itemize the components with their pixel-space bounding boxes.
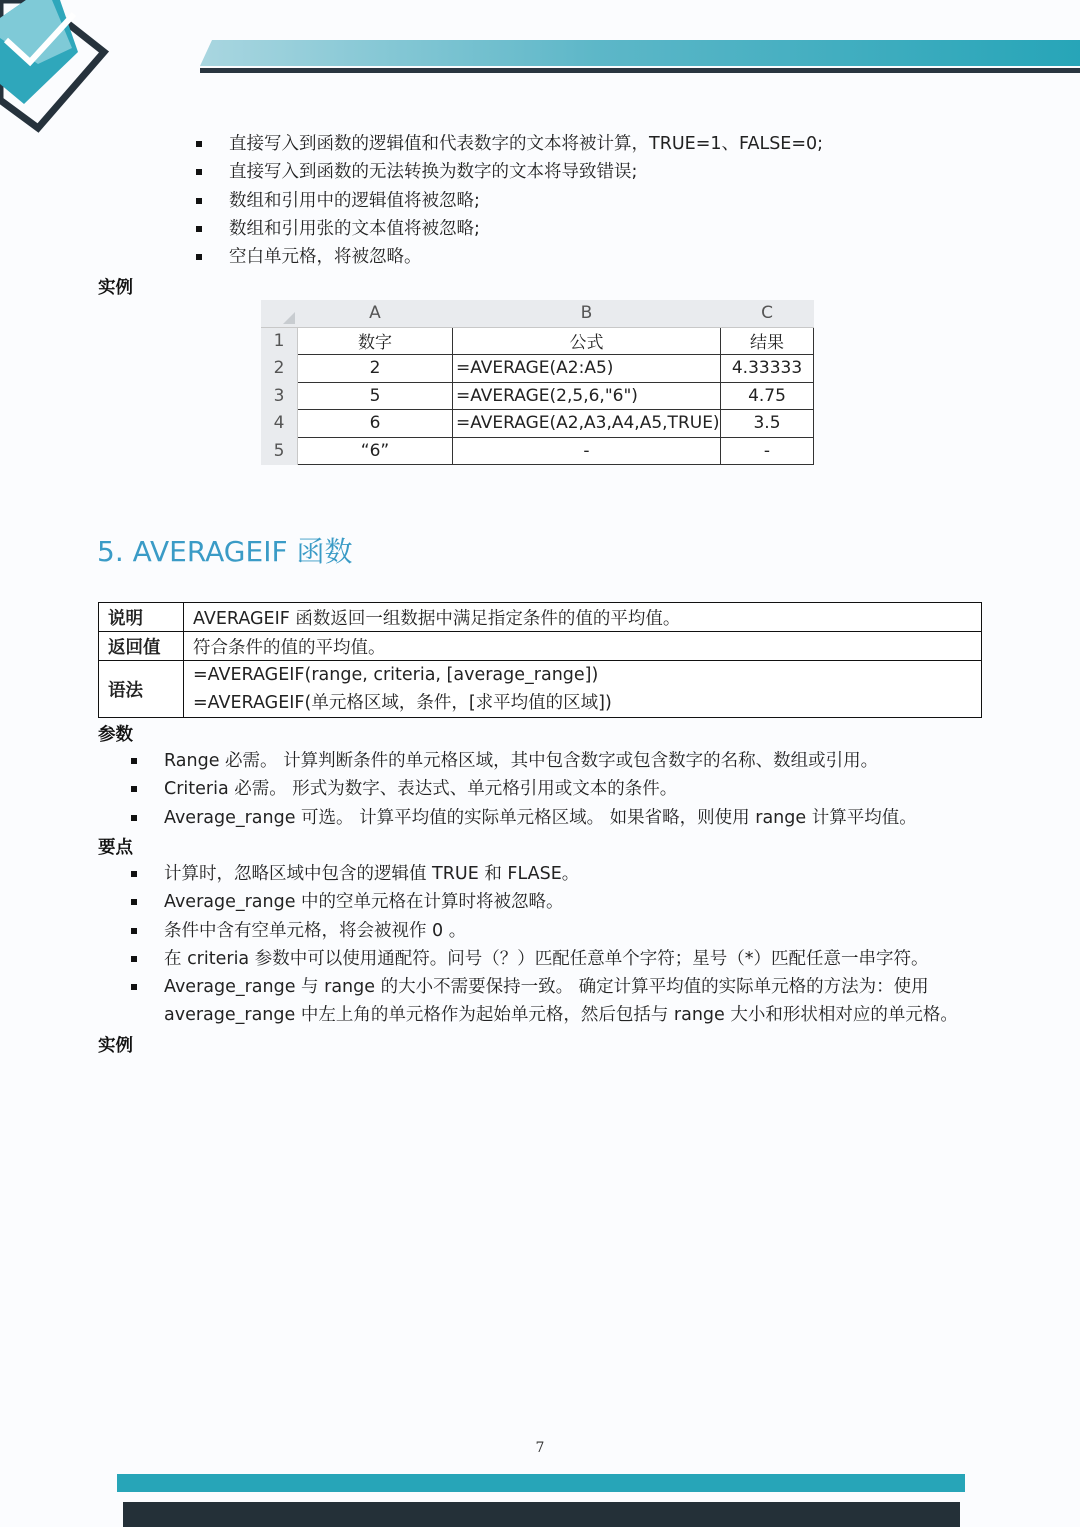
table-cell: 6 [298,410,453,438]
example-label-2: 实例 [98,1036,133,1056]
table-row [261,355,814,383]
row-number: 5 [261,437,298,465]
footer-bar [117,1474,965,1492]
list-item: Average_range 中的空单元格在计算时将被忽略。 [131,888,958,916]
column-header: C [721,300,814,327]
list-item: Average_range 可选。 计算平均值的实际单元格区域。 如果省略，则使用 range 计算平均值。 [131,804,917,832]
page-number: 7 [535,1440,545,1456]
footer-bar-dark [123,1502,960,1527]
table-row [261,410,814,438]
column-header: B [453,300,721,327]
logo-icon [0,0,110,140]
notes-label: 要点 [98,838,133,858]
list-item: Average_range 与 range 的大小不需要保持一致。 确定计算平均值的实际单元格的方法为：使用 [131,973,958,1001]
table-cell: 结果 [721,327,814,355]
list-item: Range 必需。 计算判断条件的单元格区域，其中包含数字或包含数字的名称、数组或引用。 [131,747,917,775]
table-cell: 数字 [298,327,453,355]
table-cell: 4.33333 [721,355,814,383]
list-item: 在 criteria 参数中可以使用通配符。问号（？）匹配任意单个字符；星号（*）匹配任意一串字符。 [131,945,958,973]
example-label: 实例 [98,278,133,298]
syntax-value [184,661,982,718]
table-cell: 4.75 [721,382,814,410]
notes-list [131,860,958,1030]
table-row [261,437,814,465]
table-cell: 2 [298,355,453,383]
table-cell: - [453,437,721,465]
list-item: 空白单元格，将被忽略。 [196,243,823,271]
table-row [99,661,982,718]
list-item: 条件中含有空单元格，将会被视作 0 。 [131,917,958,945]
row-number: 3 [261,382,298,410]
syntax-line: =AVERAGEIF(单元格区域，条件，[求平均值的区域]) [193,693,612,713]
table-cell: =AVERAGE(A2:A5) [453,355,721,383]
list-item: Criteria 必需。 形式为数字、表达式、单元格引用或文本的条件。 [131,775,917,803]
function-info-table [98,602,982,718]
list-item: 数组和引用中的逻辑值将被忽略; [196,187,823,215]
params-list [131,747,917,832]
syntax-line: =AVERAGEIF(range, criteria, [average_range]) [193,665,599,685]
table-cell: “6” [298,437,453,465]
row-number: 1 [261,327,298,355]
return-value-label: 返回值 [99,632,184,661]
table-cell: 5 [298,382,453,410]
header-bar [200,40,1080,66]
list-item: 数组和引用张的文本值将被忽略; [196,215,823,243]
table-row [99,603,982,632]
table-row [99,632,982,661]
list-item: 计算时，忽略区域中包含的逻辑值 TRUE 和 FLASE。 [131,860,958,888]
table-cell: 3.5 [721,410,814,438]
description-value: AVERAGEIF 函数返回一组数据中满足指定条件的值的平均值。 [184,603,982,632]
list-item: 直接写入到函数的逻辑值和代表数字的文本将被计算，TRUE=1、FALSE=0; [196,130,823,158]
row-number: 4 [261,410,298,438]
table-row [261,327,814,355]
syntax-label: 语法 [99,661,184,718]
column-header: A [298,300,453,327]
table-cell: - [721,437,814,465]
excel-example-table [261,300,814,465]
list-item-continuation: average_range 中左上角的单元格作为起始单元格，然后包括与 range 大小和形状相对应的单元格。 [164,1005,958,1026]
return-value-text: 符合条件的值的平均值。 [184,632,982,661]
table-cell: =AVERAGE(2,5,6,"6") [453,382,721,410]
corner-cell [261,300,298,327]
header-line [200,68,1080,73]
table-row [261,382,814,410]
section-title: 5. AVERAGEIF 函数 [97,535,353,568]
params-label: 参数 [98,725,133,745]
list-item: 直接写入到函数的无法转换为数字的文本将导致错误; [196,158,823,186]
table-cell: 公式 [453,327,721,355]
description-label: 说明 [99,603,184,632]
table-cell: =AVERAGE(A2,A3,A4,A5,TRUE) [453,410,721,438]
top-bullet-list [196,130,823,271]
row-number: 2 [261,355,298,383]
